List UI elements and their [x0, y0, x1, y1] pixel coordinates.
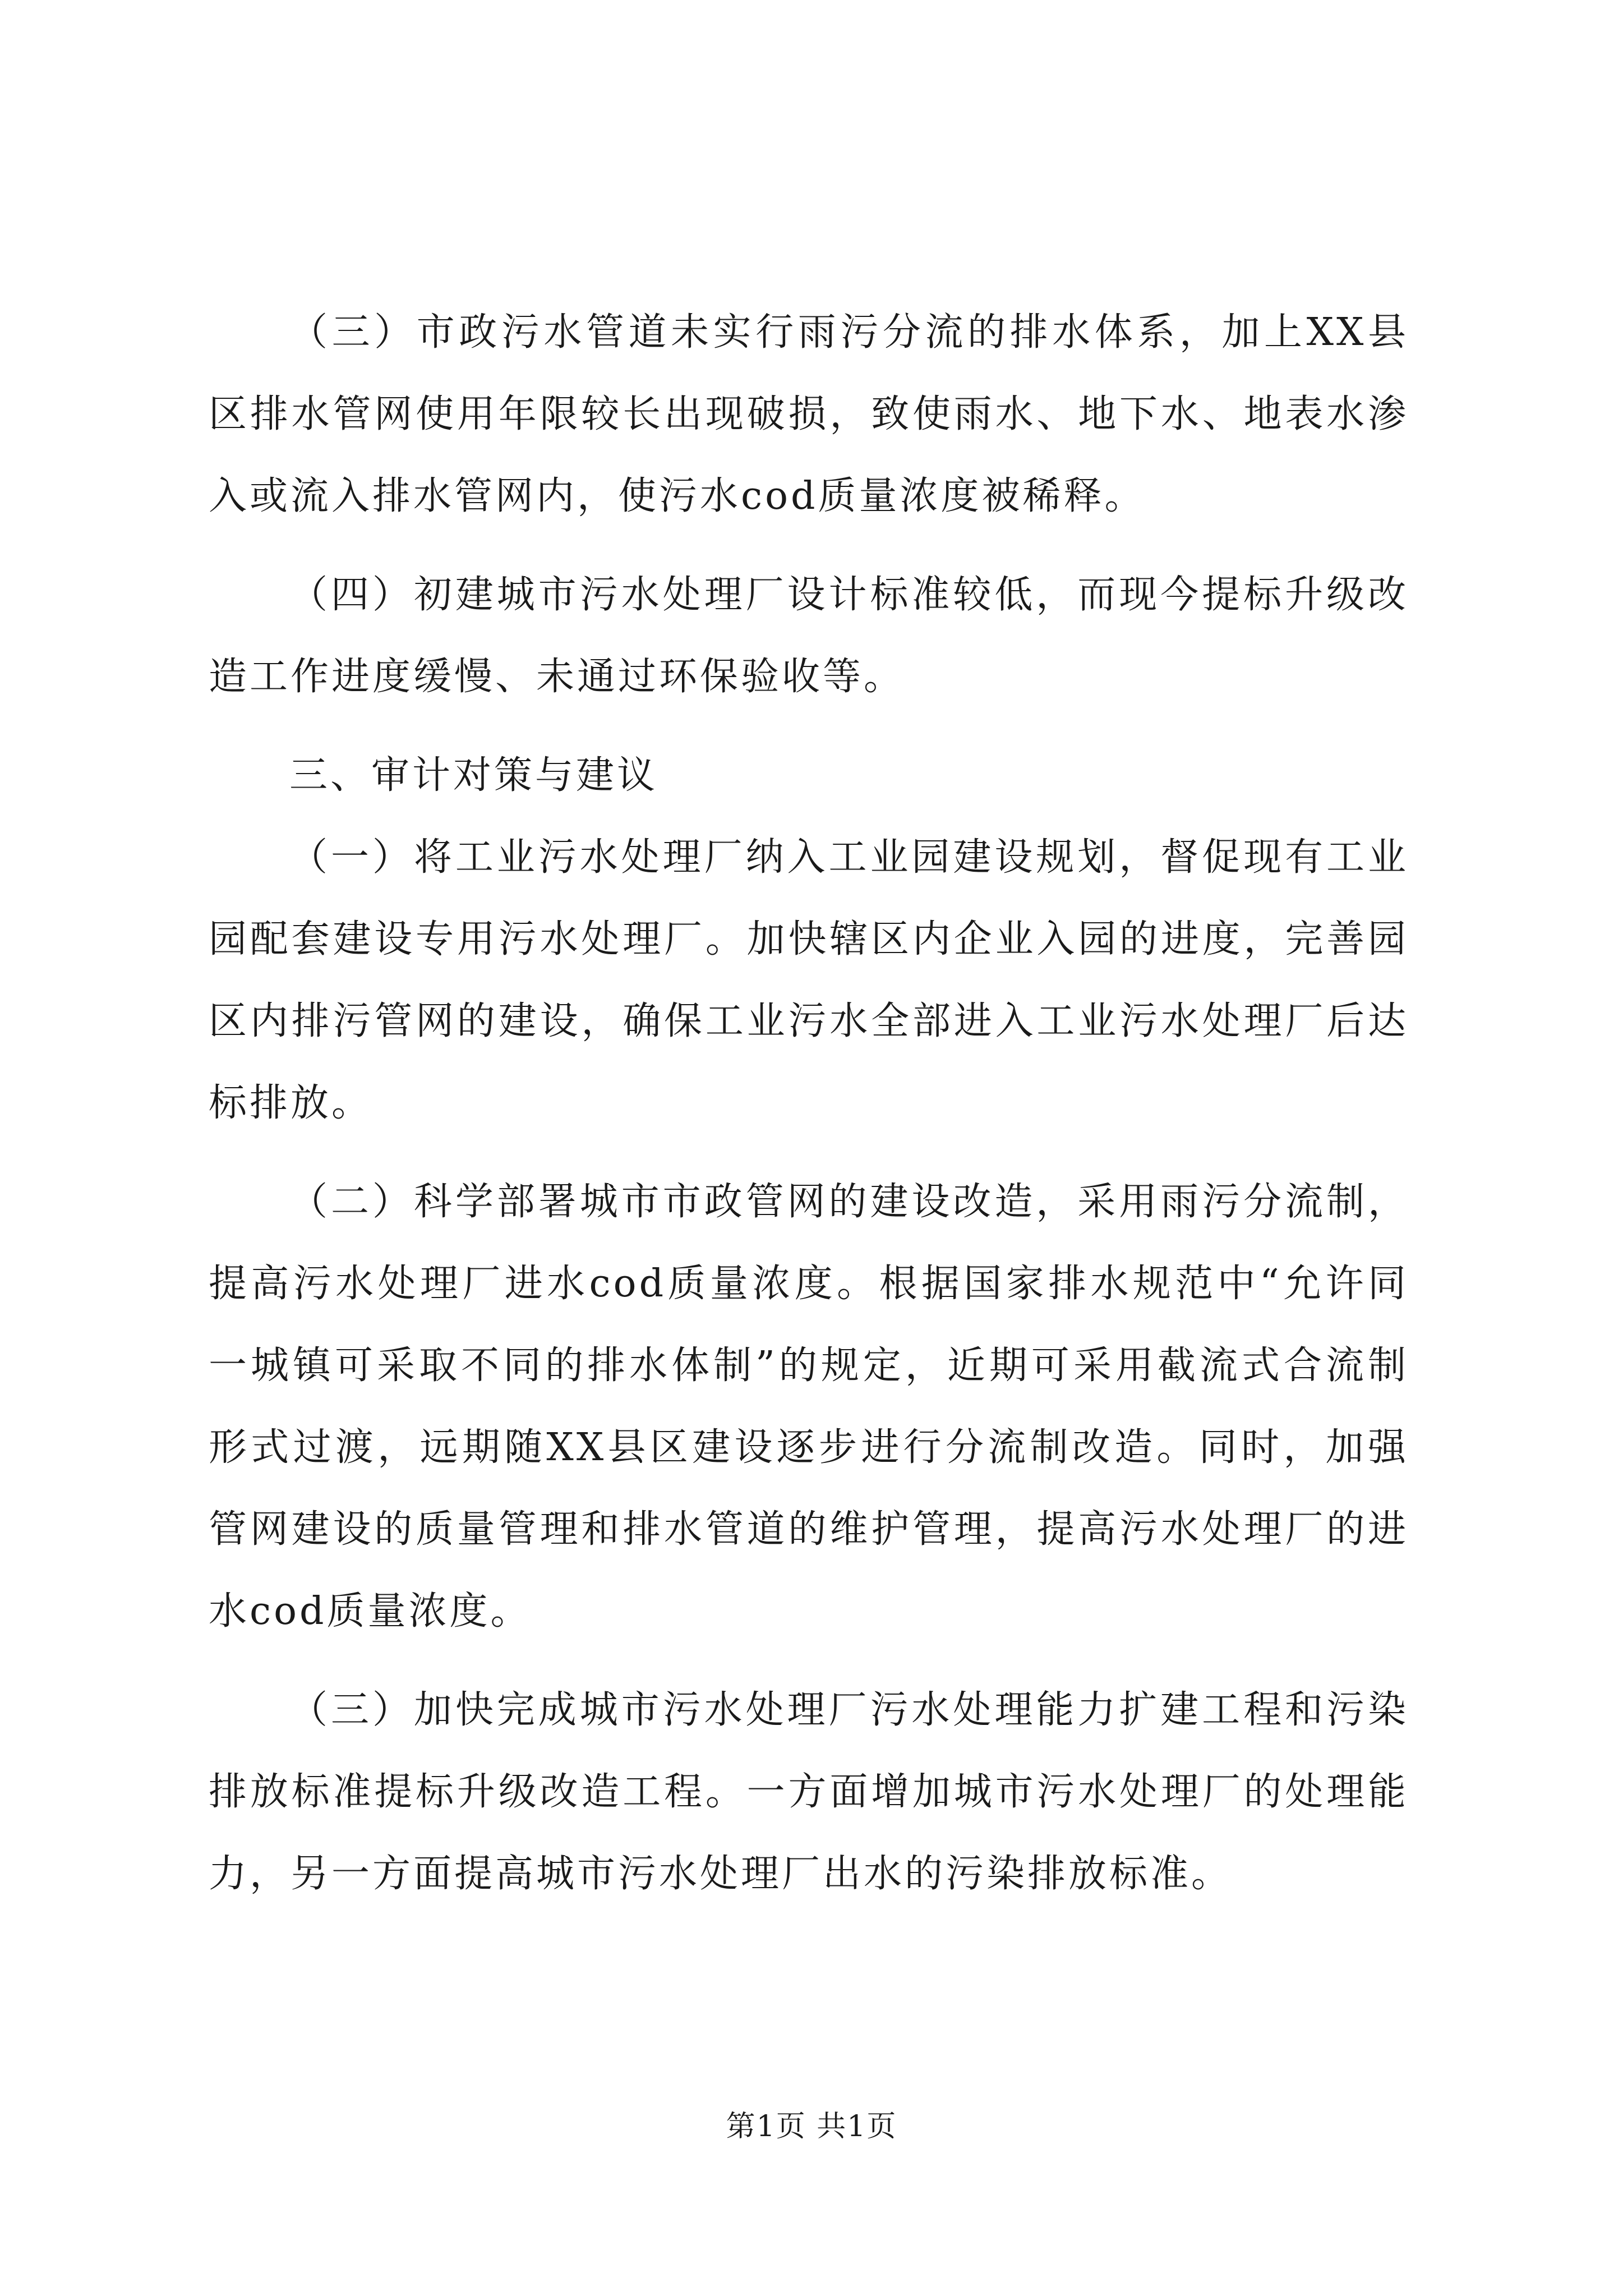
- paragraph-suggestion-3: （三）加快完成城市污水处理厂污水处理能力扩建工程和污染排放标准提标升级改造工程。一方面增加城市污水处理厂的处理能力，另一方面提高城市污水处理厂出水的污染排放标准。: [209, 1688, 1409, 1896]
- paragraph-problem-4: （四）初建城市污水处理厂设计标准较低，而现今提标升级改造工作进度缓慢、未通过环保验收等。: [209, 573, 1409, 699]
- section-heading: 三、审计对策与建议: [289, 753, 658, 798]
- paragraph-suggestion-1: （一）将工业污水处理厂纳入工业园建设规划，督促现有工业园配套建设专用污水处理厂。加快辖区内企业入园的进度，完善园区内排污管网的建设，确保工业污水全部进入工业污水处理厂后达标排放。: [209, 835, 1409, 1125]
- paragraph-problem-3: （三）市政污水管道未实行雨污分流的排水体系，加上XX县区排水管网使用年限较长出现破损，致使雨水、地下水、地表水渗入或流入排水管网内，使污水cod质量浓度被稀释。: [209, 310, 1409, 518]
- paragraph-suggestion-2: （二）科学部署城市市政管网的建设改造，采用雨污分流制，提高污水处理厂进水cod质量浓度。根据国家排水规范中“允许同一城镇可采取不同的排水体制”的规定，近期可采用截流式合流制形式过渡，远期随XX县区建设逐步进行分流制改造。同时，加强管网建设的质量管理和排水管道的维护管理，提高污水处理厂的进水cod质量浓度。: [209, 1180, 1409, 1634]
- document-body: [209, 292, 1409, 1915]
- page-footer: 第1页 共1页: [726, 2110, 897, 2143]
